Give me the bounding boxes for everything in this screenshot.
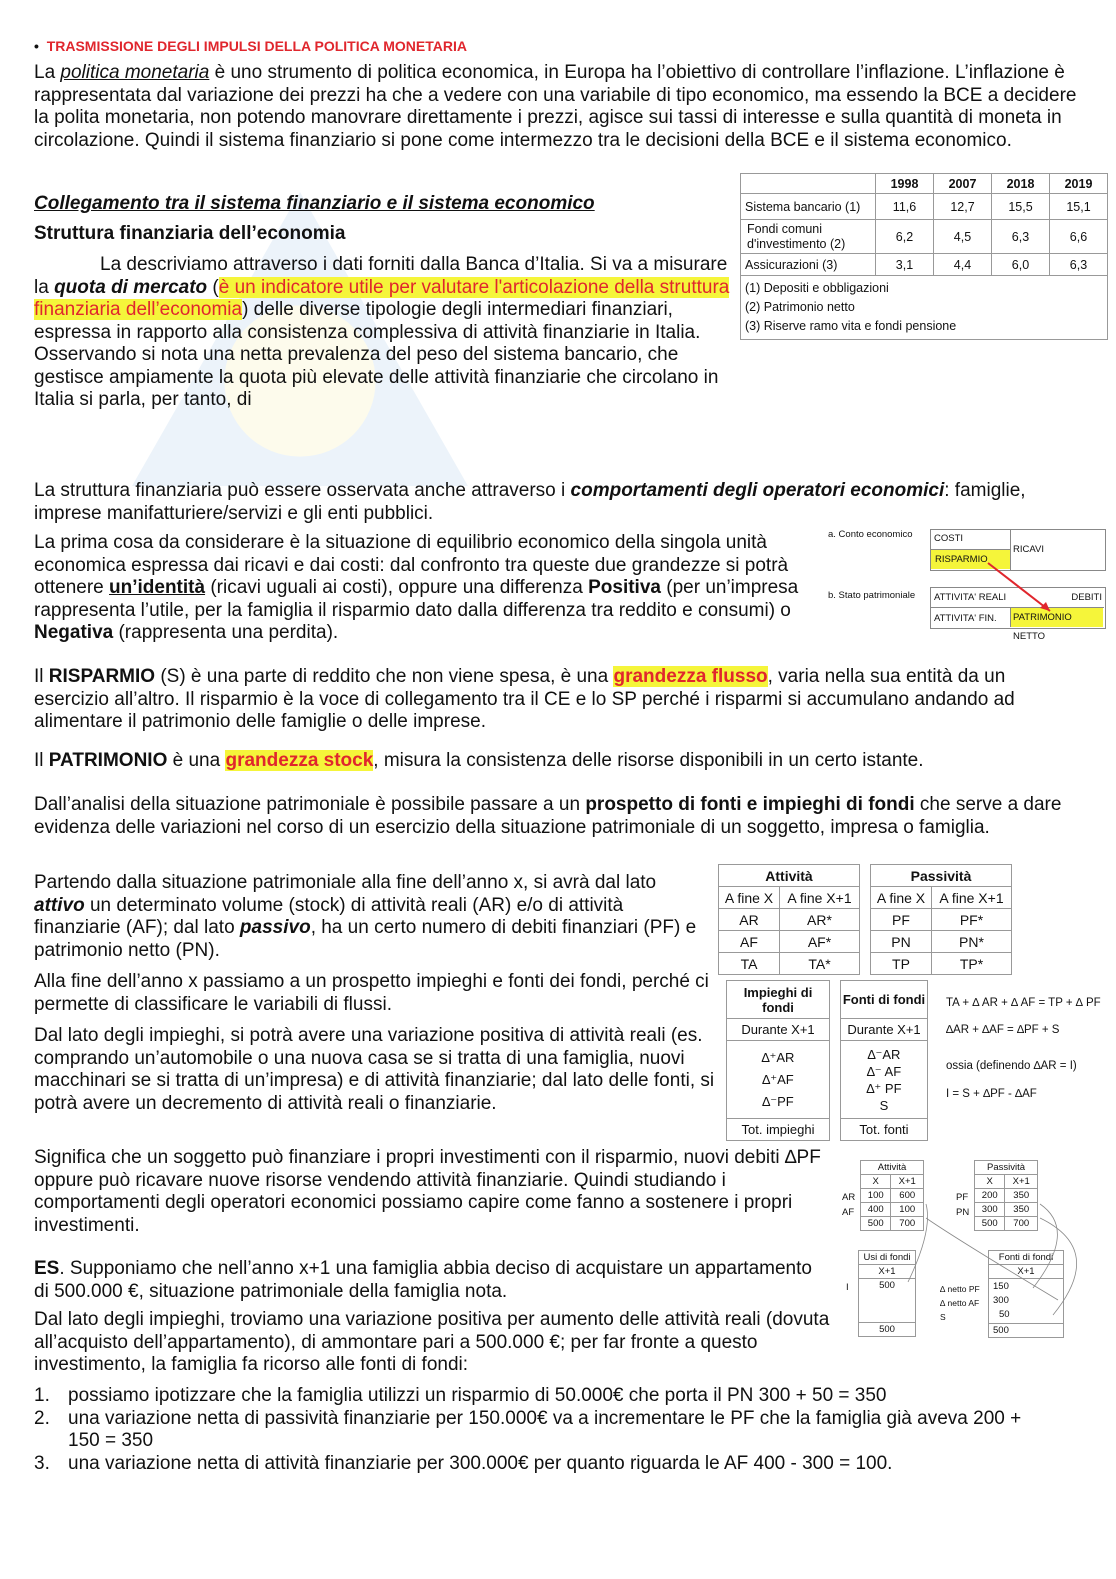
prospetto-paragraph: Dall’analisi della situazione patrimoniale è possibile passare a un prospetto di fonti e impieghi di fondi che serve a dare evidenza delle variazioni nel corso di un esercizio della situazione patrimoniale di un soggetto, impresa o famiglia. — [34, 794, 1062, 838]
comportamenti-paragraph: La struttura finanziaria può essere osservata anche attraverso i comportamenti degli operatori economici: famiglie, imprese manifatturiere/servizi e gli enti pubblici. — [34, 480, 1026, 524]
attivita-table: Attività A fine X A fine X+1 AR AR* AF AF* TA TA* — [718, 864, 860, 975]
att-fin-cell: ATTIVITA' FIN. — [934, 613, 997, 624]
usi-fondi-table: Usi di fondi X+1 500 500 — [858, 1250, 916, 1337]
list-item: 1. possiamo ipotizzare che la famiglia utilizzi un risparmio di 50.000€ che porta il PN 300 + 50 = 350 — [34, 1385, 887, 1406]
table-header-cell — [741, 174, 876, 194]
table-header-cell: 1998 — [876, 174, 934, 194]
table-row: AR AR* — [719, 909, 860, 931]
list-item: 2. una variazione netta di passività finanziarie per 150.000€ va a incrementare le PF che la famiglia già aveva 200 + 150 = 350 — [34, 1407, 1022, 1451]
list-item: ∆⁺AF — [762, 1071, 794, 1087]
table-header-cell: 2019 — [1050, 174, 1108, 194]
formula-1: TA + ∆ AR + ∆ AF = TP + ∆ PF — [946, 997, 1101, 1009]
table-row: 100 600 — [861, 1189, 924, 1203]
sources-list — [34, 1385, 1094, 1475]
risparmio-paragraph: Il RISPARMIO (S) è una parte di reddito che non viene spesa, è una grandezza flusso, varia nella sua entità da un esercizio all’altro. Il risparmio è la voce di collegamento tra il CE e lo SP perché i risparmi si accumulano andando ad alimentare il patrimonio delle famiglie o delle imprese. — [34, 666, 1015, 732]
intro-paragraph: La politica monetaria è uno strumento di politica economica, in Europa ha l’obiettivo di controllare l’inflazione. L’inflazione è rappresentata dal variazione dei prezzi ha che a vedere con una variabile di tipo economico, ma essendo la BCE a decidere la polita monetaria, non potendo manovrare direttamente i prezzi, agisce sui tassi di interesse e sulla quantità di moneta in circolazione. Quindi il sistema finanziario si pone come intermezzo tra le decisioni della BCE e il sistema economico. — [34, 62, 1077, 151]
struttura-paragraph: La descriviamo attraverso i dati forniti dalla Banca d’Italia. Si va a misurare la quota di mercato (è un indicatore utile per valutare l'articolazione della struttura finanziaria dell’economia) delle diverse tipologie degli intermediari finanziari, espressa in rapporto alla consistenza complessiva di attività finanziarie in Italia. Osservando si nota una netta prevalenza del peso del sistema bancario, che gestisce ampiamente la quota più elevate delle attività finanziarie che circolano in Italia si parla, per tanto, di — [34, 254, 730, 410]
att-reali-cell: ATTIVITA' REALI — [934, 592, 1007, 603]
table-note: (3) Riserve ramo vita e fondi pensione — [745, 319, 957, 333]
table-row: 500 700 — [975, 1217, 1038, 1231]
connector-lines — [838, 1160, 1108, 1340]
impieghi-table: Impieghi di fondi Durante X+1 ∆⁺AR ∆⁺AF ∆⁻PF Tot. impieghi — [726, 980, 830, 1141]
list-item: 3. una variazione netta di attività finanziarie per 300.000€ per quanto riguarda le AF 400 - 300 = 100. — [34, 1452, 893, 1474]
table-row: 400 100 — [861, 1203, 924, 1217]
risparmio-cell: RISPARMIO — [931, 550, 1010, 569]
formula-3: ossia (definendo ∆AR = I) — [946, 1060, 1077, 1072]
patrimonio-paragraph: Il PATRIMONIO è una grandezza stock, misura la consistenza delle risorse disponibili in un certo istante. — [34, 750, 924, 771]
table-row: PN PN* — [871, 931, 1012, 953]
table-row: Sistema bancario (1) 11,6 12,7 15,5 15,1 — [741, 194, 1108, 220]
table-row: Fondi comuni d'investimento (2) 6,2 4,5 6,3 6,6 — [741, 220, 1108, 254]
table-row: Assicurazioni (3) 3,1 4,4 6,0 6,3 — [741, 254, 1108, 276]
equilibrio-paragraph: La prima cosa da considerare è la situazione di equilibrio economico della singola unità economica espressa dai ricavi e dai costi: dal confronto tra queste due grandezze si potrà ottenere un’identità (ricavi uguali ai costi), oppure una differenza Positiva (per un’impresa rappresenta l’utile, per la famiglia il risparmio dato dalla differenza tra reddito e consumi) o Negativa (rappresenta una perdita). — [34, 532, 799, 643]
ce-label: a. Conto economico — [828, 529, 913, 540]
table-header-cell: 2007 — [934, 174, 992, 194]
formula-4: I = S + ∆PF - ∆AF — [946, 1088, 1037, 1100]
list-item: ∆⁻AR — [867, 1046, 901, 1062]
formula-2: ∆AR + ∆AF = ∆PF + S — [946, 1024, 1060, 1036]
example-passivita-table: Passività X X+1 200 350 300 350 500 700 — [974, 1160, 1038, 1231]
list-item: ∆⁻ AF — [866, 1063, 902, 1079]
list-item: ∆⁻PF — [762, 1093, 794, 1109]
table-row: TP TP* — [871, 953, 1012, 975]
es-paragraph: ES. Supponiamo che nell’anno x+1 una famiglia abbia deciso di acquistare un appartamento di 500.000 €, situazione patrimoniale della famiglia nota. — [34, 1258, 812, 1302]
list-item: S — [879, 1097, 889, 1113]
list-item: ∆⁺ PF — [866, 1080, 902, 1096]
partendo-paragraph: Partendo dalla situazione patrimoniale alla fine dell’anno x, si avrà dal lato attivo un determinato volume (stock) di attività reali (AR) e/o di attività finanziarie (AF); dal lato passivo, ha un certo numero di debiti finanziari (PF) e patrimonio netto (PN). — [34, 872, 697, 961]
table-row: TA TA* — [719, 953, 860, 975]
sp-label: b. Stato patrimoniale — [828, 590, 916, 601]
fonti-fondi-table: Fonti di fondi X+1 150 300 50 500 — [988, 1250, 1064, 1338]
section-title: • TRASMISSIONE DEGLI IMPULSI DELLA POLITICA MONETARIA — [34, 38, 467, 54]
table-note: (1) Depositi e obbligazioni — [745, 281, 889, 295]
heading-collegamento: Collegamento tra il sistema finanziario e il sistema economico — [34, 193, 595, 214]
example-diagram: Attività X X+1 100 600 400 100 500 700 AR AF Passività X X+1 200 350 300 350 500 700 PF PN Usi di fondi X+1 500 500 I Fonti di fondi X+1 150 300 50 500 ∆ netto PF ∆ netto AF S — [838, 1160, 1108, 1340]
list-item: ∆⁺AR — [761, 1049, 795, 1065]
debiti-cell: DEBITI — [1071, 592, 1102, 603]
significa-paragraph: Significa che un soggetto può finanziare i propri investimenti con il risparmio, nuovi debiti ∆PF oppure può ricavare nuove risorse vendendo attività finanziarie. Quindi studiando i comportamenti degli operatori economici possiamo capire come fanno a sostenere i propri investimenti. — [34, 1147, 821, 1236]
table-row: 500 700 — [861, 1217, 924, 1231]
table-row: PF PF* — [871, 909, 1012, 931]
patrimonio-cell: PATRIMONIO NETTO — [1011, 608, 1103, 627]
quota-mercato-table — [740, 173, 1108, 340]
alla-fine-paragraph: Alla fine dell’anno x passiamo a un prospetto impieghi e fonti dei fondi, perché ci permette di classificare le variabili di flussi. — [34, 971, 709, 1015]
example-attivita-table: Attività X X+1 100 600 400 100 500 700 — [860, 1160, 924, 1231]
link-arrow — [828, 525, 1108, 635]
ricavi-cell: RICAVI — [1013, 544, 1044, 555]
passivita-table: Passività A fine X A fine X+1 PF PF* PN PN* TP TP* — [870, 864, 1012, 975]
table-row: 200 350 — [975, 1189, 1038, 1203]
table-header-cell: 2018 — [992, 174, 1050, 194]
ce-sp-diagram — [828, 525, 1108, 642]
table-note: (2) Patrimonio netto — [745, 300, 855, 314]
costi-cell: COSTI — [934, 533, 964, 544]
impieghi-paragraph: Dal lato degli impieghi, si potrà avere una variazione positiva di attività reali (es. comprando un’automobile o una nuova casa se si tratta di una famiglia, nuovi macchinari se si tratta di un’impresa) e di attività finanziarie; dal lato delle fonti, si potrà avere un decremento di attività reali o finanziarie. — [34, 1025, 715, 1114]
fonti-table: Fonti di fondi Durante X+1 ∆⁻AR ∆⁻ AF ∆⁺ PF S Tot. fonti — [840, 980, 928, 1141]
table-row: AF AF* — [719, 931, 860, 953]
dal-lato-paragraph: Dal lato degli impieghi, troviamo una variazione positiva per aumento delle attività reali (dovuta all’acquisto dell’appartamento), di ammontare pari a 500.000 €; per far fronte a questo investimento, la famiglia fa ricorso alle fonti di fondi: — [34, 1309, 830, 1375]
heading-struttura: Struttura finanziaria dell’economia — [34, 223, 346, 244]
table-row: 300 350 — [975, 1203, 1038, 1217]
